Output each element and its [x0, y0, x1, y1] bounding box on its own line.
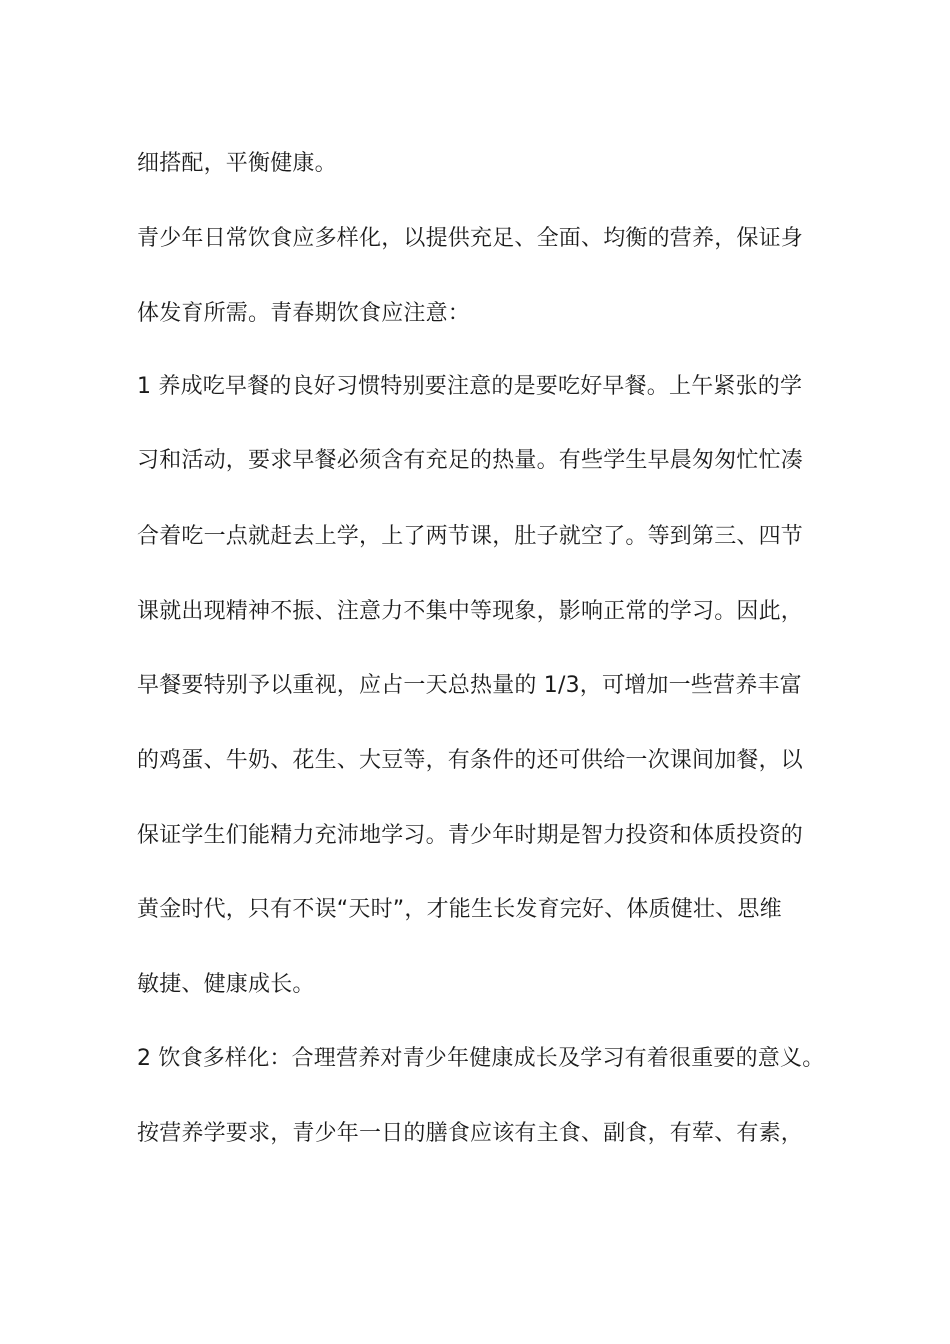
- text-line: 青少年日常饮食应多样化，以提供充足、全面、均衡的营养，保证身: [137, 226, 804, 251]
- text-line: 黄金时代，只有不误“天时”，才能生长发育完好、体质健壮、思维: [137, 897, 782, 922]
- text-line: 保证学生们能精力充沛地学习。青少年时期是智力投资和体质投资的: [137, 823, 804, 848]
- text-line: 按营养学要求，青少年一日的膳食应该有主食、副食，有荤、有素，: [137, 1121, 804, 1146]
- text-line: 的鸡蛋、牛奶、花生、大豆等，有条件的还可供给一次课间加餐，以: [137, 748, 804, 773]
- text-line: 2 饮食多样化：合理营养对青少年健康成长及学习有着很重要的意义。: [137, 1046, 825, 1071]
- text-line: 1 养成吃早餐的良好习惯特别要注意的是要吃好早餐。上午紧张的学: [137, 374, 803, 399]
- text-line: 细搭配，平衡健康。: [137, 151, 337, 176]
- text-line: 合着吃一点就赶去上学，上了两节课，肚子就空了。等到第三、四节: [137, 524, 804, 549]
- text-line: 敏捷、健康成长。: [137, 972, 315, 997]
- text-line: 早餐要特别予以重视，应占一天总热量的 1/3，可增加一些营养丰富: [137, 673, 802, 698]
- text-line: 体发育所需。青春期饮食应注意：: [137, 301, 471, 326]
- text-line: 课就出现精神不振、注意力不集中等现象，影响正常的学习。因此，: [137, 599, 804, 624]
- text-line: 习和活动，要求早餐必须含有充足的热量。有些学生早晨匆匆忙忙凑: [137, 448, 804, 473]
